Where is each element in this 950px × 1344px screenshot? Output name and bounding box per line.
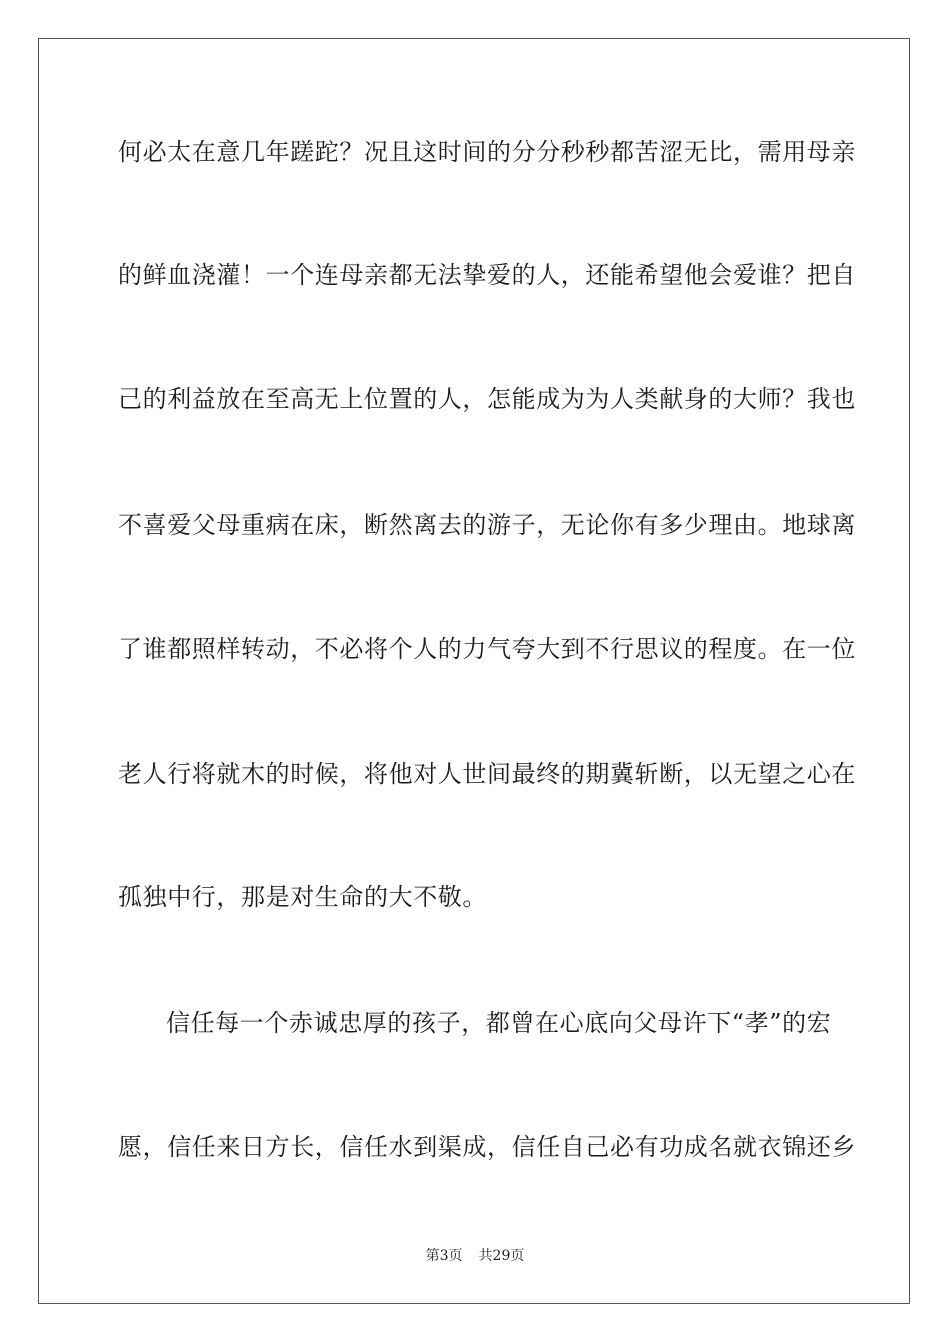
body-text-line: 孤独中行，那是对生命的大不敬。 xyxy=(118,883,487,911)
page-footer xyxy=(0,1247,950,1265)
page-border xyxy=(38,38,910,1304)
body-text-line: 愿，信任来日方长，信任水到渠成，信任自己必有功成名就衣锦还乡 xyxy=(118,1133,856,1161)
body-text-line: 何必太在意几年蹉跎？况且这时间的分分秒秒都苦涩无比，需用母亲 xyxy=(118,138,856,166)
page-number: 第3页 xyxy=(425,1248,463,1264)
body-text-line: 己的利益放在至高无上位置的人，怎能成为为人类献身的大师？我也 xyxy=(118,385,856,413)
body-text-line: 的鲜血浇灌！一个连母亲都无法挚爱的人，还能希望他会爱谁？把自 xyxy=(118,261,856,289)
paragraph-start-line: 信任每一个赤诚忠厚的孩子，都曾在心底向父母许下“孝”的宏 xyxy=(166,1009,832,1037)
body-text-line: 老人行将就木的时候，将他对人世间最终的期冀斩断，以无望之心在 xyxy=(118,760,856,788)
page-total: 共29页 xyxy=(478,1248,525,1264)
body-text-line: 不喜爱父母重病在床，断然离去的游子，无论你有多少理由。地球离 xyxy=(118,511,856,539)
body-text-line: 了谁都照样转动，不必将个人的力气夸大到不行思议的程度。在一位 xyxy=(118,635,856,663)
